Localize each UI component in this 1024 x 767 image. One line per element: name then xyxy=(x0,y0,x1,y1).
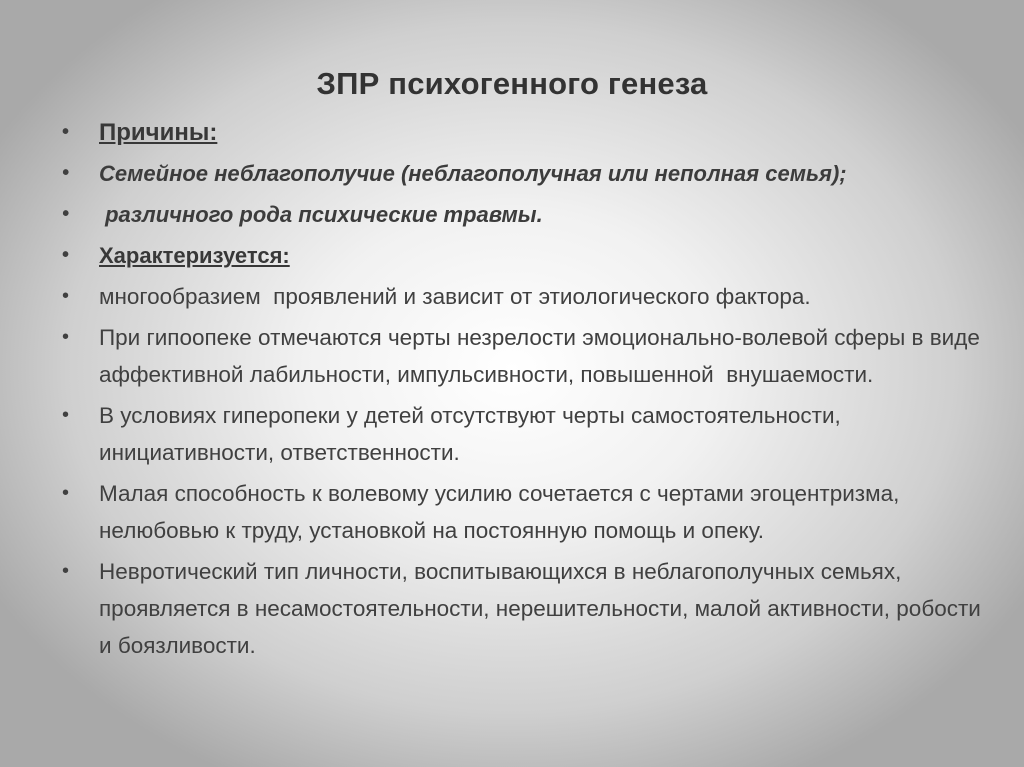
bullet-item-neurotic-type xyxy=(62,553,982,664)
bullet-item-hypoprotection xyxy=(62,319,987,393)
bullet-list xyxy=(62,114,987,668)
slide-title: ЗПР психогенного генеза xyxy=(316,66,708,101)
bullet-dot-icon: • xyxy=(62,203,70,225)
bullet-text: Причины: xyxy=(99,119,218,146)
bullet-text: Невротический тип личности, воспитывающихся в неблагополучных семьях, проявляется в несамостоятельности, нерешительности, малой активности, робости и боязливости. xyxy=(99,559,981,658)
bullet-dot-icon: • xyxy=(62,326,70,348)
bullet-dot-icon: • xyxy=(62,285,70,307)
bullet-text: В условиях гиперопеки у детей отсутствуют черты самостоятельности, инициативности, ответственности. xyxy=(99,403,841,465)
bullet-text: Характеризуется: xyxy=(99,243,290,268)
bullet-item-trauma xyxy=(62,196,982,233)
bullet-text: Малая способность к волевому усилию сочетается с чертами эгоцентризма, нелюбовью к труду, установкой на постоянную помощь и опеку. xyxy=(99,481,900,543)
bullet-dot-icon: • xyxy=(62,482,70,504)
bullet-dot-icon: • xyxy=(62,560,70,582)
bullet-text: Семейное неблагополучие (неблагополучная или неполная семья); xyxy=(99,161,847,186)
bullet-dot-icon: • xyxy=(62,121,70,143)
bullet-dot-icon: • xyxy=(62,404,70,426)
bullet-dot-icon: • xyxy=(62,162,70,184)
bullet-item-causes-heading xyxy=(62,114,982,151)
bullet-item-characterized-heading xyxy=(62,237,982,274)
bullet-dot-icon: • xyxy=(62,244,70,266)
bullet-text: многообразием проявлений и зависит от этиологического фактора. xyxy=(99,284,811,309)
bullet-item-willpower xyxy=(62,475,982,549)
bullet-item-family xyxy=(62,155,982,192)
bullet-text: различного рода психические травмы. xyxy=(99,202,543,227)
bullet-item-hyperprotection xyxy=(62,397,982,471)
bullet-item-diversity xyxy=(62,278,982,315)
bullet-text: При гипоопеке отмечаются черты незрелости эмоционально-волевой сферы в виде аффективной лабильности, импульсивности, повышенной внушаемости. xyxy=(99,325,987,387)
